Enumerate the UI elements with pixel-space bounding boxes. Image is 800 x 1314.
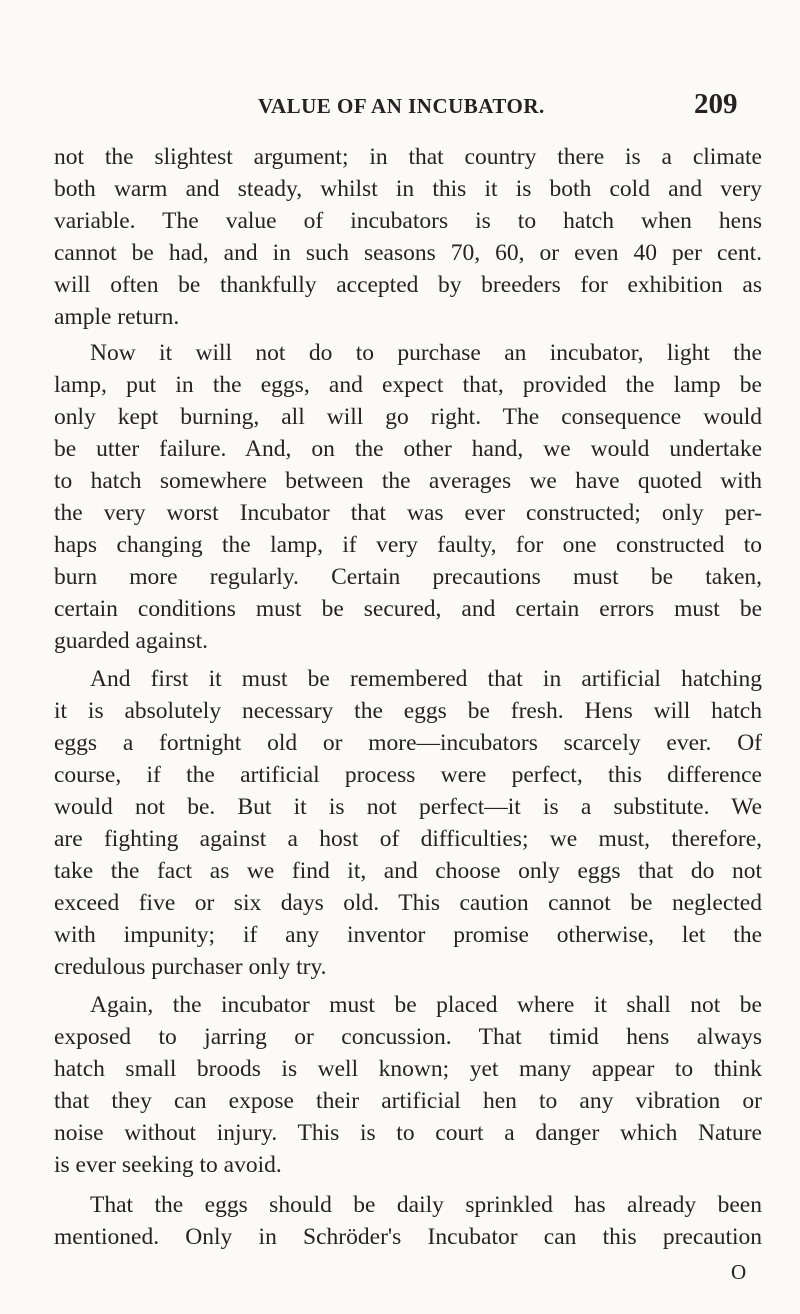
text-line: ample return. [54,304,180,330]
text-line: certain conditions must be secured, and certain errors must be [54,596,762,622]
text-line: exposed to jarring or concussion. That timid hens always [54,1024,762,1050]
text-line: the very worst Incubator that was ever constructed; only per- [54,500,762,526]
text-line: only kept burning, all will go right. The consequence would [54,404,762,430]
running-head [0,88,800,134]
text-line: variable. The value of incubators is to hatch when hens [54,208,762,234]
text-line: are fighting against a host of difficulties; we must, therefore, [54,826,762,852]
signature-mark: O [731,1260,747,1284]
text-line: That the eggs should be daily sprinkled has already been [90,1192,762,1218]
text-line: it is absolutely necessary the eggs be fresh. Hens will hatch [54,698,762,724]
text-line: lamp, put in the eggs, and expect that, provided the lamp be [54,372,762,398]
text-line: that they can expose their artificial hen to any vibration or [54,1088,762,1114]
text-line: cannot be had, and in such seasons 70, 60, or even 40 per cent. [54,240,762,266]
text-line: burn more regularly. Certain precautions must be taken, [54,564,762,590]
text-line: to hatch somewhere between the averages we have quoted with [54,468,762,494]
text-line: Now it will not do to purchase an incubator, light the [90,340,762,366]
running-title: VALUE OF AN INCUBATOR. [258,94,545,118]
text-line: course, if the artificial process were perfect, this difference [54,762,762,788]
text-line: exceed five or six days old. This caution cannot be neglected [54,890,762,916]
text-line: hatch small broods is well known; yet many appear to think [54,1056,762,1082]
text-line: would not be. But it is not perfect—it is a substitute. We [54,794,762,820]
text-line: guarded against. [54,628,209,654]
text-line: not the slightest argument; in that country there is a climate [54,144,762,170]
text-line: haps changing the lamp, if very faulty, for one constructed to [54,532,762,558]
text-line: take the fact as we find it, and choose only eggs that do not [54,858,762,884]
page-number: 209 [694,88,738,120]
text-line: is ever seeking to avoid. [54,1152,282,1178]
text-line: credulous purchaser only try. [54,954,327,980]
text-line: eggs a fortnight old or more—incubators scarcely ever. Of [54,730,762,756]
text-line: noise without injury. This is to court a danger which Nature [54,1120,762,1146]
text-line: And first it must be remembered that in artificial hatching [90,666,762,692]
text-line: will often be thankfully accepted by breeders for exhibition as [54,272,762,298]
text-line: be utter failure. And, on the other hand, we would undertake [54,436,762,462]
text-line: with impunity; if any inventor promise otherwise, let the [54,922,762,948]
text-line: mentioned. Only in Schröder's Incubator can this precaution [54,1224,762,1250]
text-line: Again, the incubator must be placed where it shall not be [90,992,762,1018]
text-line: both warm and steady, whilst in this it is both cold and very [54,176,762,202]
